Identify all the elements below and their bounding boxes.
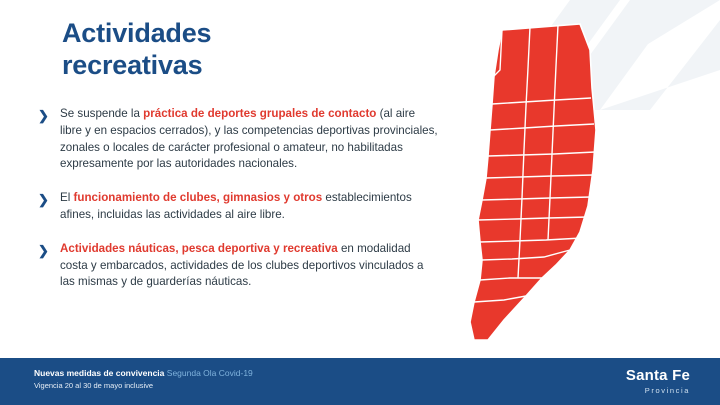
text-part-highlight: práctica de deportes grupales de contacto: [143, 107, 377, 120]
list-item: [38, 241, 438, 291]
list-item-text: [60, 241, 438, 291]
list-item: [38, 190, 438, 224]
text-part: establecimientos afines, incluidas las actividades al aire libre.: [60, 191, 412, 221]
bullet-list: [38, 106, 438, 308]
text-part-highlight: funcionamiento de clubes, gimnasios y otros: [73, 191, 323, 205]
page-title-line2: recreativas: [62, 49, 203, 80]
brand-name: Santa Fe: [625, 367, 690, 384]
text-part: en modalidad costa y embarcados, actividades de los clubes deportivos vinculados a las mismas y de guarderías náuticas.: [60, 241, 424, 289]
chevron-right-icon: ❯: [38, 242, 49, 258]
page-title: [62, 18, 392, 82]
footer-title-row: [34, 367, 253, 380]
list-item: [38, 106, 438, 173]
list-item-text: [60, 190, 438, 224]
text-part-highlight: Actividades náuticas, pesca deportiva y recreativa: [60, 241, 338, 255]
text-part: (al aire libre y en espacios cerrados), y las competencias deportivas provinciales, zonales o locales de carácter profesional o amateur, no habilitadas expresamente por las autoridades nacionales.: [60, 107, 438, 171]
footer-title: Nuevas medidas de convivencia: [34, 368, 165, 378]
footer-subtitle: Segunda Ola Covid-19: [166, 368, 253, 378]
footer-bar: [0, 358, 720, 405]
footer-left: [34, 367, 253, 391]
brand-logo: [626, 368, 690, 395]
brand-subtitle: Provincia: [644, 385, 690, 395]
chevron-right-icon: ❯: [38, 108, 49, 123]
map-container: [430, 10, 710, 350]
chevron-right-icon: ❯: [38, 192, 49, 208]
text-part: Se suspende la: [60, 107, 144, 120]
page-title-line1: Actividades: [62, 18, 212, 48]
text-part: El: [60, 191, 74, 205]
list-item-text: [60, 106, 438, 173]
mapa-provincia-santa-fe: [430, 10, 710, 350]
footer-validity: Vigencia 20 al 30 de mayo inclusive: [34, 380, 154, 390]
